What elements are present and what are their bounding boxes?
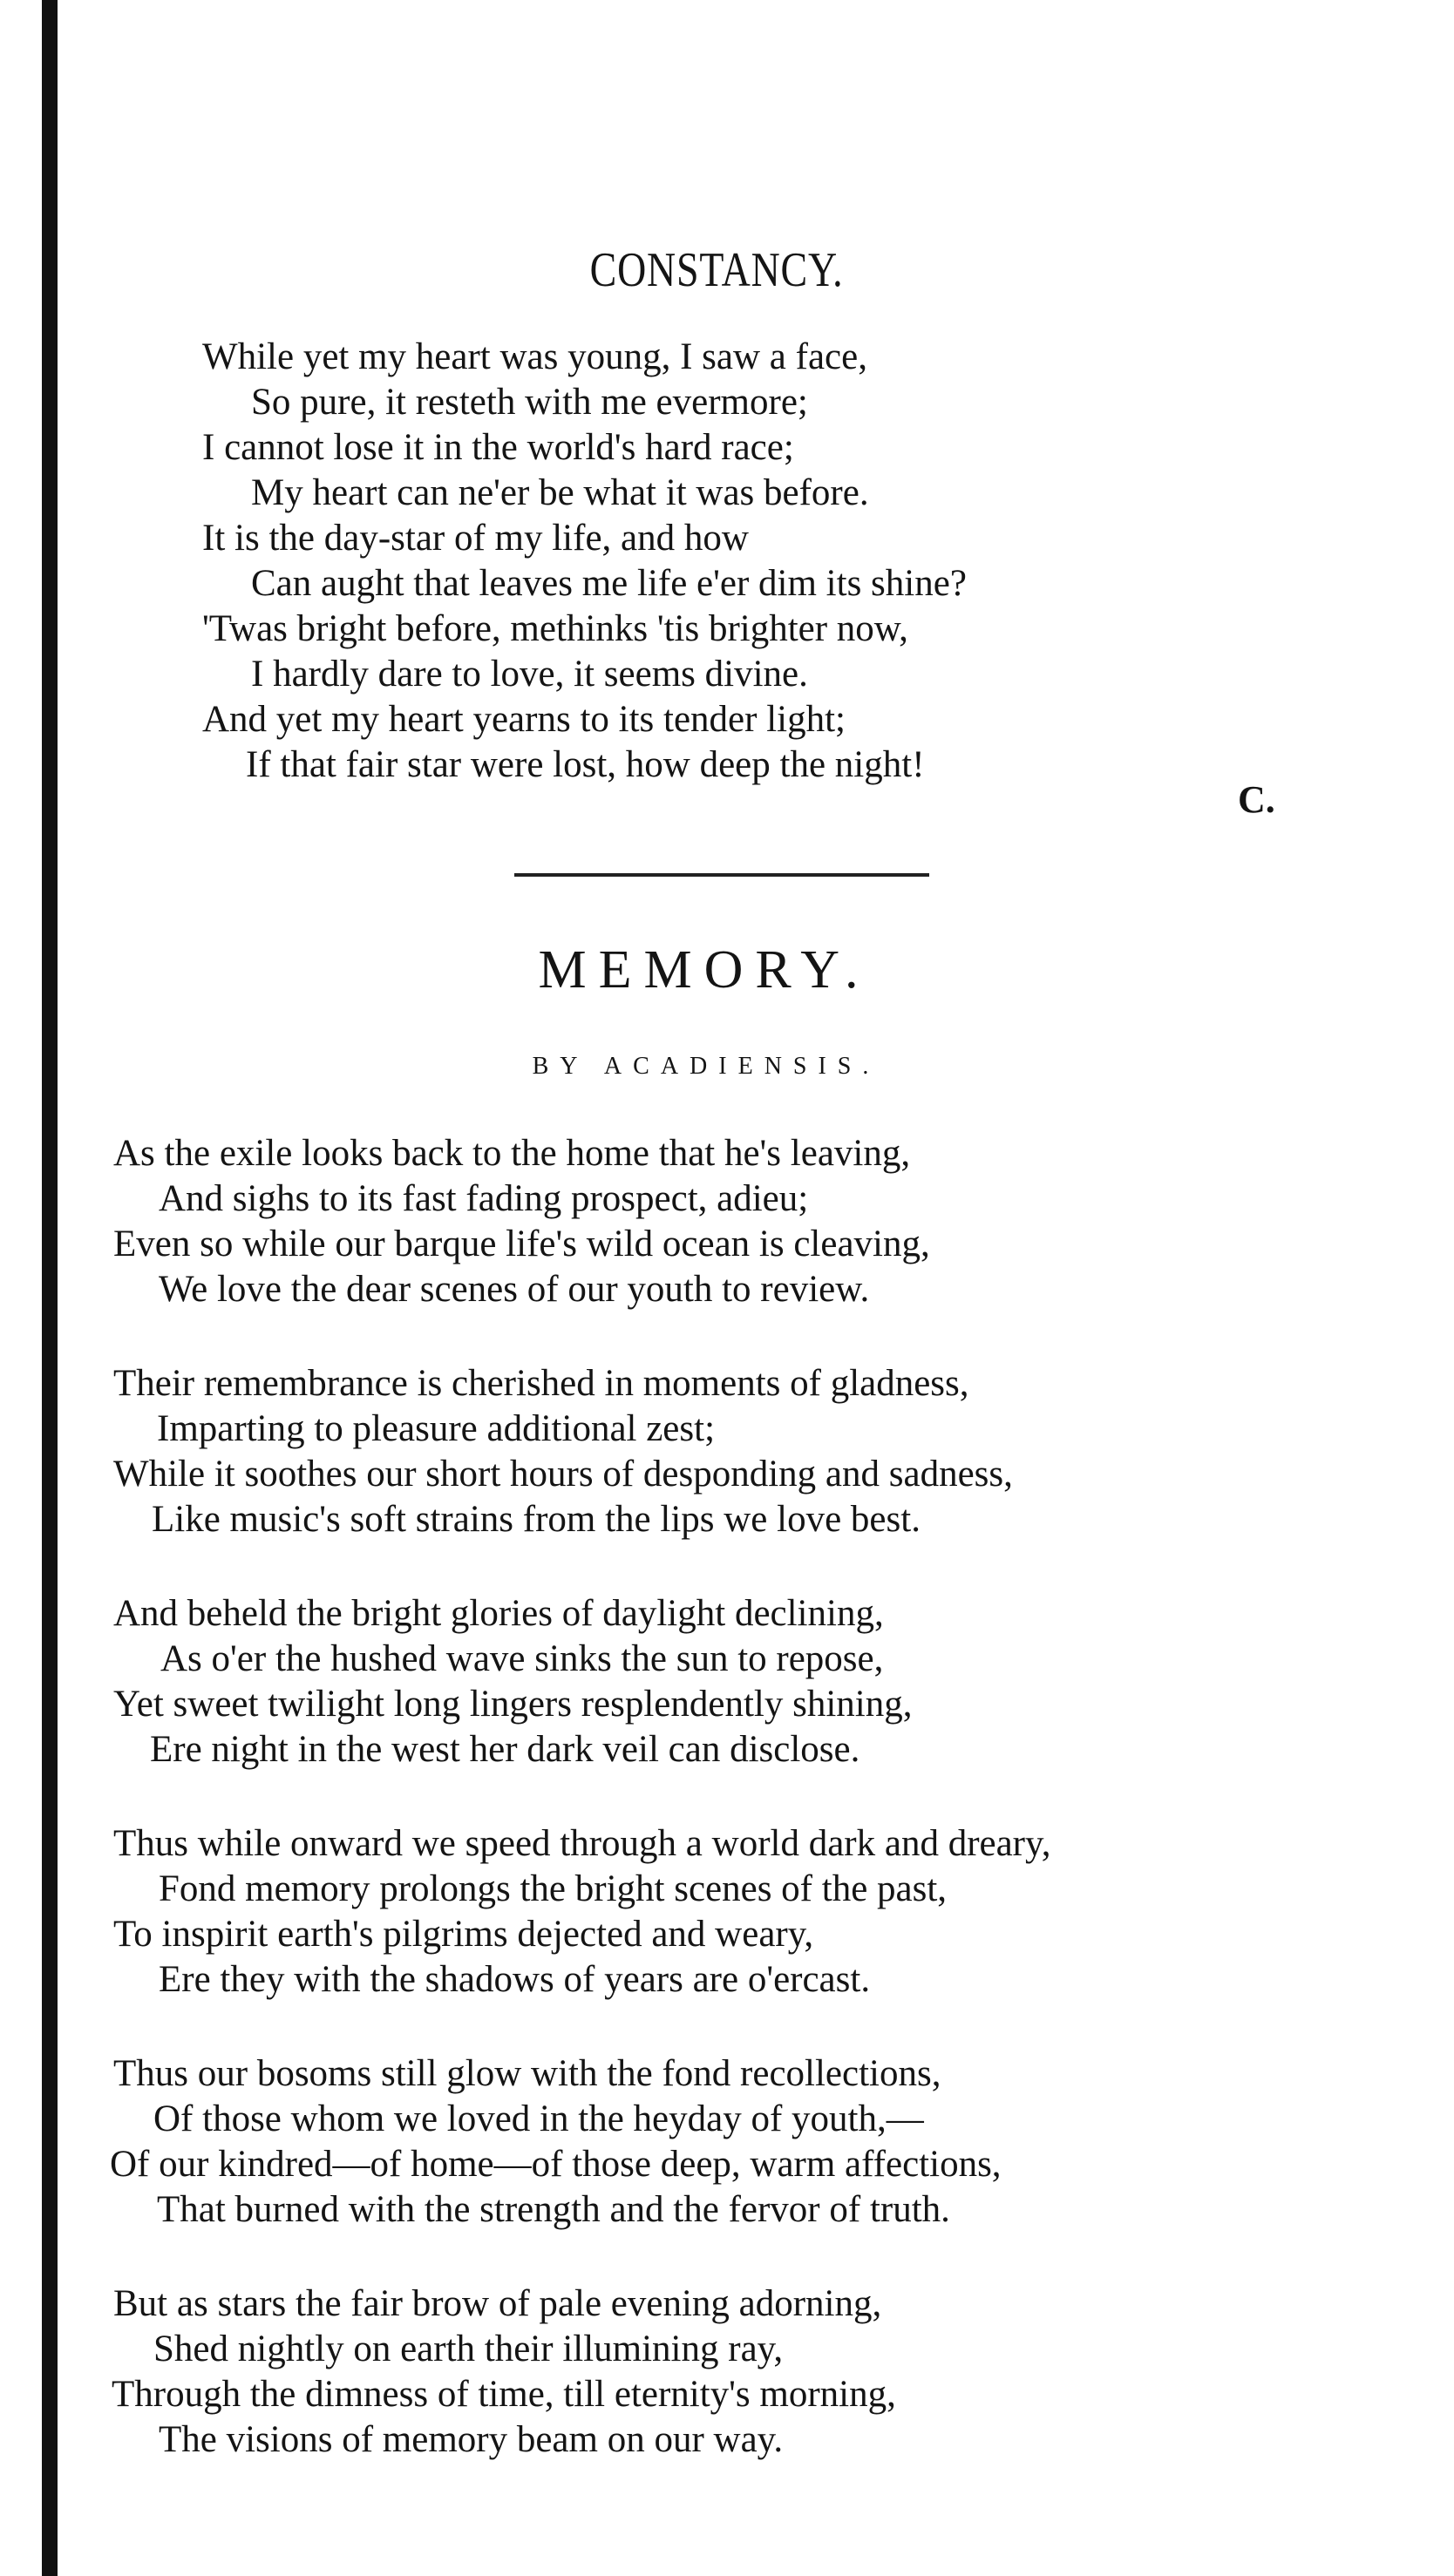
verse-line: Even so while our barque life's wild ocean is cleaving,: [113, 1224, 930, 1264]
verse-line: As o'er the hushed wave sinks the sun to repose,: [160, 1638, 884, 1679]
verse-line: I cannot lose it in the world's hard race;: [202, 427, 794, 468]
verse-line: If that fair star were lost, how deep the night!: [246, 744, 925, 785]
verse-line: My heart can ne'er be what it was before.: [251, 472, 869, 513]
verse-line: 'Twas bright before, methinks 'tis brighter now,: [202, 608, 908, 649]
verse-line: Shed nightly on earth their illumining ray,: [153, 2329, 784, 2369]
verse-line: And sighs to its fast fading prospect, adieu;: [159, 1178, 809, 1219]
verse-line: To inspirit earth's pilgrims dejected and weary,: [113, 1914, 814, 1955]
poem-title-memory: MEMORY.: [538, 940, 871, 1000]
signature: C.: [1238, 778, 1275, 821]
verse-line: Can aught that leaves me life e'er dim its shine?: [251, 563, 967, 604]
verse-line: We love the dear scenes of our youth to review.: [159, 1269, 870, 1310]
verse-line: But as stars the fair brow of pale evening adorning,: [113, 2283, 882, 2324]
verse-line: Thus our bosoms still glow with the fond recollections,: [113, 2053, 941, 2094]
verse-line: And yet my heart yearns to its tender light;: [202, 699, 846, 740]
verse-line: Ere they with the shadows of years are o'ercast.: [159, 1959, 871, 2000]
verse-line: Imparting to pleasure additional zest;: [157, 1408, 716, 1449]
verse-line: As the exile looks back to the home that he's leaving,: [113, 1133, 911, 1174]
verse-line: While it soothes our short hours of desponding and sadness,: [113, 1454, 1013, 1495]
verse-line: Their remembrance is cherished in moments of gladness,: [113, 1363, 969, 1404]
verse-line: That burned with the strength and the fervor of truth.: [157, 2189, 950, 2230]
verse-line: Yet sweet twilight long lingers resplendently shining,: [113, 1684, 913, 1725]
verse-line: So pure, it resteth with me evermore;: [251, 382, 808, 423]
verse-line: It is the day-star of my life, and how: [202, 518, 749, 559]
verse-line: While yet my heart was young, I saw a face,: [202, 336, 867, 377]
verse-line: Of those whom we loved in the heyday of youth,—: [153, 2098, 924, 2139]
verse-line: Of our kindred—of home—of those deep, warm affections,: [110, 2144, 1002, 2185]
verse-line: The visions of memory beam on our way.: [159, 2419, 784, 2460]
byline: BY ACADIENSIS.: [532, 1053, 880, 1080]
verse-line: And beheld the bright glories of daylight declining,: [113, 1593, 884, 1634]
verse-line: I hardly dare to love, it seems divine.: [251, 654, 808, 695]
verse-line: Like music's soft strains from the lips we love best.: [152, 1499, 921, 1540]
poem-title-constancy: CONSTANCY.: [589, 243, 844, 297]
verse-line: Through the dimness of time, till eternity's morning,: [112, 2374, 896, 2415]
verse-line: Thus while onward we speed through a world dark and dreary,: [113, 1823, 1051, 1864]
section-divider: [514, 873, 929, 877]
verse-line: Ere night in the west her dark veil can disclose.: [150, 1729, 860, 1770]
verse-line: Fond memory prolongs the bright scenes of the past,: [159, 1868, 948, 1909]
